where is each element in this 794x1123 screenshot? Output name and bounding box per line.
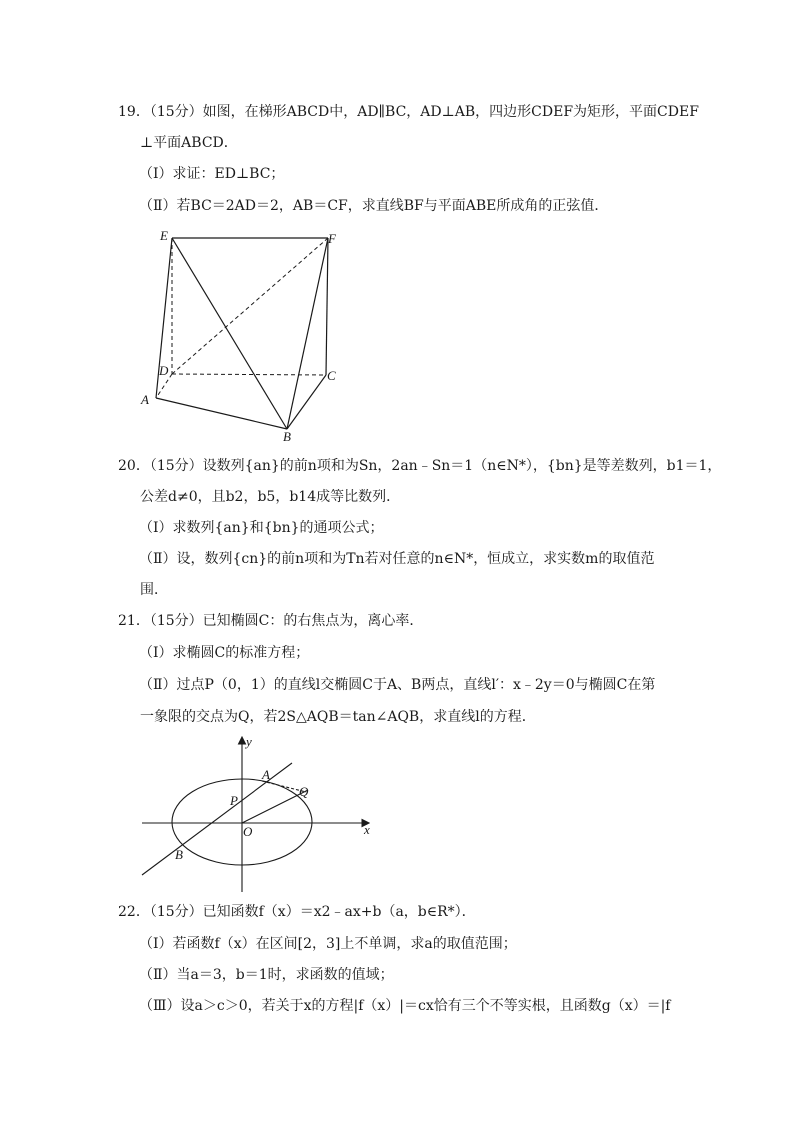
edge-FC [326,238,328,375]
label-B: B [283,429,291,444]
label-A: A [262,767,270,782]
label-D: D [159,363,169,378]
q20-stem-line2: 公差d≠0，且b2，b5，b14成等比数列． [140,489,401,505]
q19-part1: （Ⅰ）求证：ED⊥BC； [139,166,285,182]
edge-DC-hidden [172,374,326,375]
label-C: C [327,368,336,383]
q19-stem-line1: 19．（15分）如图，在梯形ABCD中，AD∥BC，AD⊥AB，四边形CDEF为矩形，平面CDEF [118,104,699,120]
label-Q: Q [299,784,309,799]
label-x: x [364,822,370,837]
q21-ellipse-figure [136,732,386,896]
q21-part1: （Ⅰ）求椭圆C的标准方程； [139,645,310,661]
label-F: F [328,231,336,246]
label-O: O [243,824,253,839]
q22-part2: （Ⅱ）当a＝3，b＝1时，求函数的值域； [139,967,394,983]
label-y: y [246,734,252,749]
q21-part2-line1: （Ⅱ）过点P（0，1）的直线l交椭圆C于A、B两点，直线l′：x﹣2y＝0与椭圆C在第 [139,677,656,693]
q20-part2-line2: 围． [140,582,168,598]
edge-DF-hidden [172,238,328,374]
label-P: P [230,793,238,808]
q20-part1: （Ⅰ）求数列{an}和{bn}的通项公式； [139,520,384,536]
q19-solid-figure [130,222,370,444]
q19-stem-line2: ⊥平面ABCD． [140,135,238,151]
label-A: A [141,392,149,407]
q22-part3: （Ⅲ）设a＞c＞0，若关于x的方程|f（x）|＝cx恰有三个不等实根，且函数g（x）＝|f [139,998,671,1014]
q22-stem: 22．（15分）已知函数f（x）＝x2﹣ax+b（a，b∈R*）． [118,904,476,920]
q21-stem: 21．（15分）已知椭圆C：的右焦点为，离心率． [118,613,424,629]
q21-part2-line2: 一象限的交点为Q，若2S△AQB＝tan∠AQB，求直线l的方程． [140,709,536,725]
q20-stem-line1: 20．（15分）设数列{an}的前n项和为Sn，2an﹣Sn＝1（n∈N*），{bn}是等差数列，b1＝1， [118,458,722,474]
edge-AB [156,398,287,429]
q19-part2: （Ⅱ）若BC＝2AD＝2，AB＝CF，求直线BF与平面ABE所成角的正弦值． [139,198,609,214]
edge-EB [172,238,287,429]
label-E: E [160,228,168,243]
q22-part1: （Ⅰ）若函数f（x）在区间[2，3]上不单调，求a的取值范围； [139,936,517,952]
label-B: B [175,847,183,862]
q20-part2-line1: （Ⅱ）设，数列{cn}的前n项和为Tn若对任意的n∈N*，恒成立，求实数m的取值范 [139,551,655,567]
